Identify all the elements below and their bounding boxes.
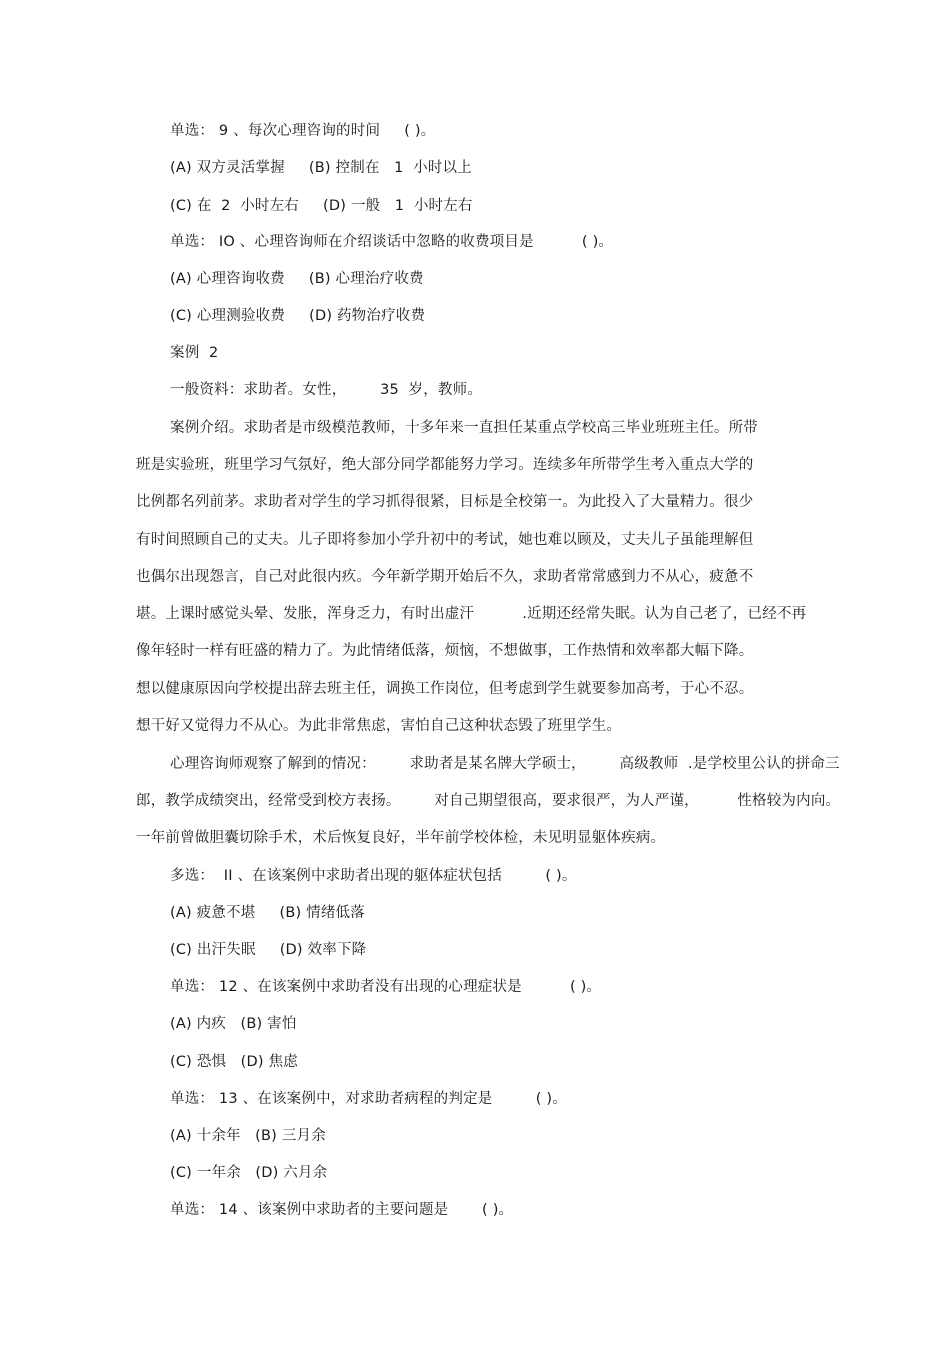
question-11-stem: 多选： II 、在该案例中求助者出现的躯体症状包括 ( )。 bbox=[170, 868, 577, 884]
question-10-options-ab: (A) 心理咨询收费 (B) 心理治疗收费 bbox=[170, 271, 424, 287]
question-13-options-ab: (A) 十余年 (B) 三月余 bbox=[170, 1128, 326, 1144]
case-intro-line: 像年轻时一样有旺盛的精力了。为此情绪低落，烦恼，不想做事，工作热情和效率都大幅下降。 bbox=[136, 643, 754, 659]
question-11-options-ab: (A) 疲惫不堪 (B) 情绪低落 bbox=[170, 905, 365, 921]
question-10-stem: 单选： IO 、心理咨询师在介绍谈话中忽略的收费项目是 ( )。 bbox=[170, 234, 614, 250]
question-10-options-cd: (C) 心理测验收费 (D) 药物治疗收费 bbox=[170, 308, 426, 324]
question-12-stem: 单选： 12 、在该案例中求助者没有出现的心理症状是 ( )。 bbox=[170, 979, 602, 995]
case-general-info: 一般资料：求助者。女性， 35 岁，教师。 bbox=[170, 382, 483, 398]
case-intro-line: 有时间照顾自己的丈夫。儿子即将参加小学升初中的考试，她也难以顾及，丈夫儿子虽能理解但 bbox=[136, 532, 754, 548]
question-13-options-cd: (C) 一年余 (D) 六月余 bbox=[170, 1165, 328, 1181]
question-12-options-cd: (C) 恐惧 (D) 焦虑 bbox=[170, 1054, 298, 1070]
case-intro-line: 堪。上课时感觉头晕、发胀，浑身乏力，有时出虚汗 .近期还经常失眠。认为自己老了，已经不再 bbox=[136, 606, 807, 622]
question-11-options-cd: (C) 出汗失眠 (D) 效率下降 bbox=[170, 942, 367, 958]
question-13-stem: 单选： 13 、在该案例中，对求助者病程的判定是 ( )。 bbox=[170, 1091, 567, 1107]
case-observation-line: 郎，教学成绩突出，经常受到校方表扬。 对自己期望很高，要求很严，为人严谨， 性格较为内向。 bbox=[136, 793, 841, 809]
case-intro-line: 比例都名列前茅。求助者对学生的学习抓得很紧，目标是全校第一。为此投入了大量精力。很少 bbox=[136, 494, 754, 510]
case-intro-line: 想以健康原因向学校提出辞去班主任，调换工作岗位，但考虑到学生就要参加高考，于心不忍。 bbox=[136, 681, 754, 697]
case-intro-line: 也偶尔出现怨言，自己对此很内疚。今年新学期开始后不久，求助者常常感到力不从心，疲惫不 bbox=[136, 569, 754, 585]
question-14-stem: 单选： 14 、该案例中求助者的主要问题是 ( )。 bbox=[170, 1202, 514, 1218]
case-title: 案例 2 bbox=[170, 345, 219, 361]
question-9-options-cd: (C) 在 2 小时左右 (D) 一般 1 小时左右 bbox=[170, 198, 473, 214]
question-12-options-ab: (A) 内疚 (B) 害怕 bbox=[170, 1016, 297, 1032]
question-9-options-ab: (A) 双方灵活掌握 (B) 控制在 1 小时以上 bbox=[170, 160, 472, 176]
question-9-stem: 单选： 9 、每次心理咨询的时间 ( )。 bbox=[170, 123, 436, 139]
case-intro-line: 想干好又觉得力不从心。为此非常焦虑，害怕自己这种状态毁了班里学生。 bbox=[136, 718, 622, 734]
case-intro-line: 班是实验班，班里学习气氛好，绝大部分同学都能努力学习。连续多年所带学生考入重点大学的 bbox=[136, 457, 754, 473]
case-intro-line: 案例介绍。求助者是市级模范教师，十多年来一直担任某重点学校高三毕业班班主任。所带 bbox=[170, 420, 758, 436]
case-observation-line: 心理咨询师观察了解到的情况： 求助者是某名牌大学硕士， 高级教师 .是学校里公认的拼命三 bbox=[170, 756, 840, 772]
case-observation-line: 一年前曾做胆囊切除手术，术后恢复良好，半年前学校体检，未见明显躯体疾病。 bbox=[136, 830, 666, 846]
